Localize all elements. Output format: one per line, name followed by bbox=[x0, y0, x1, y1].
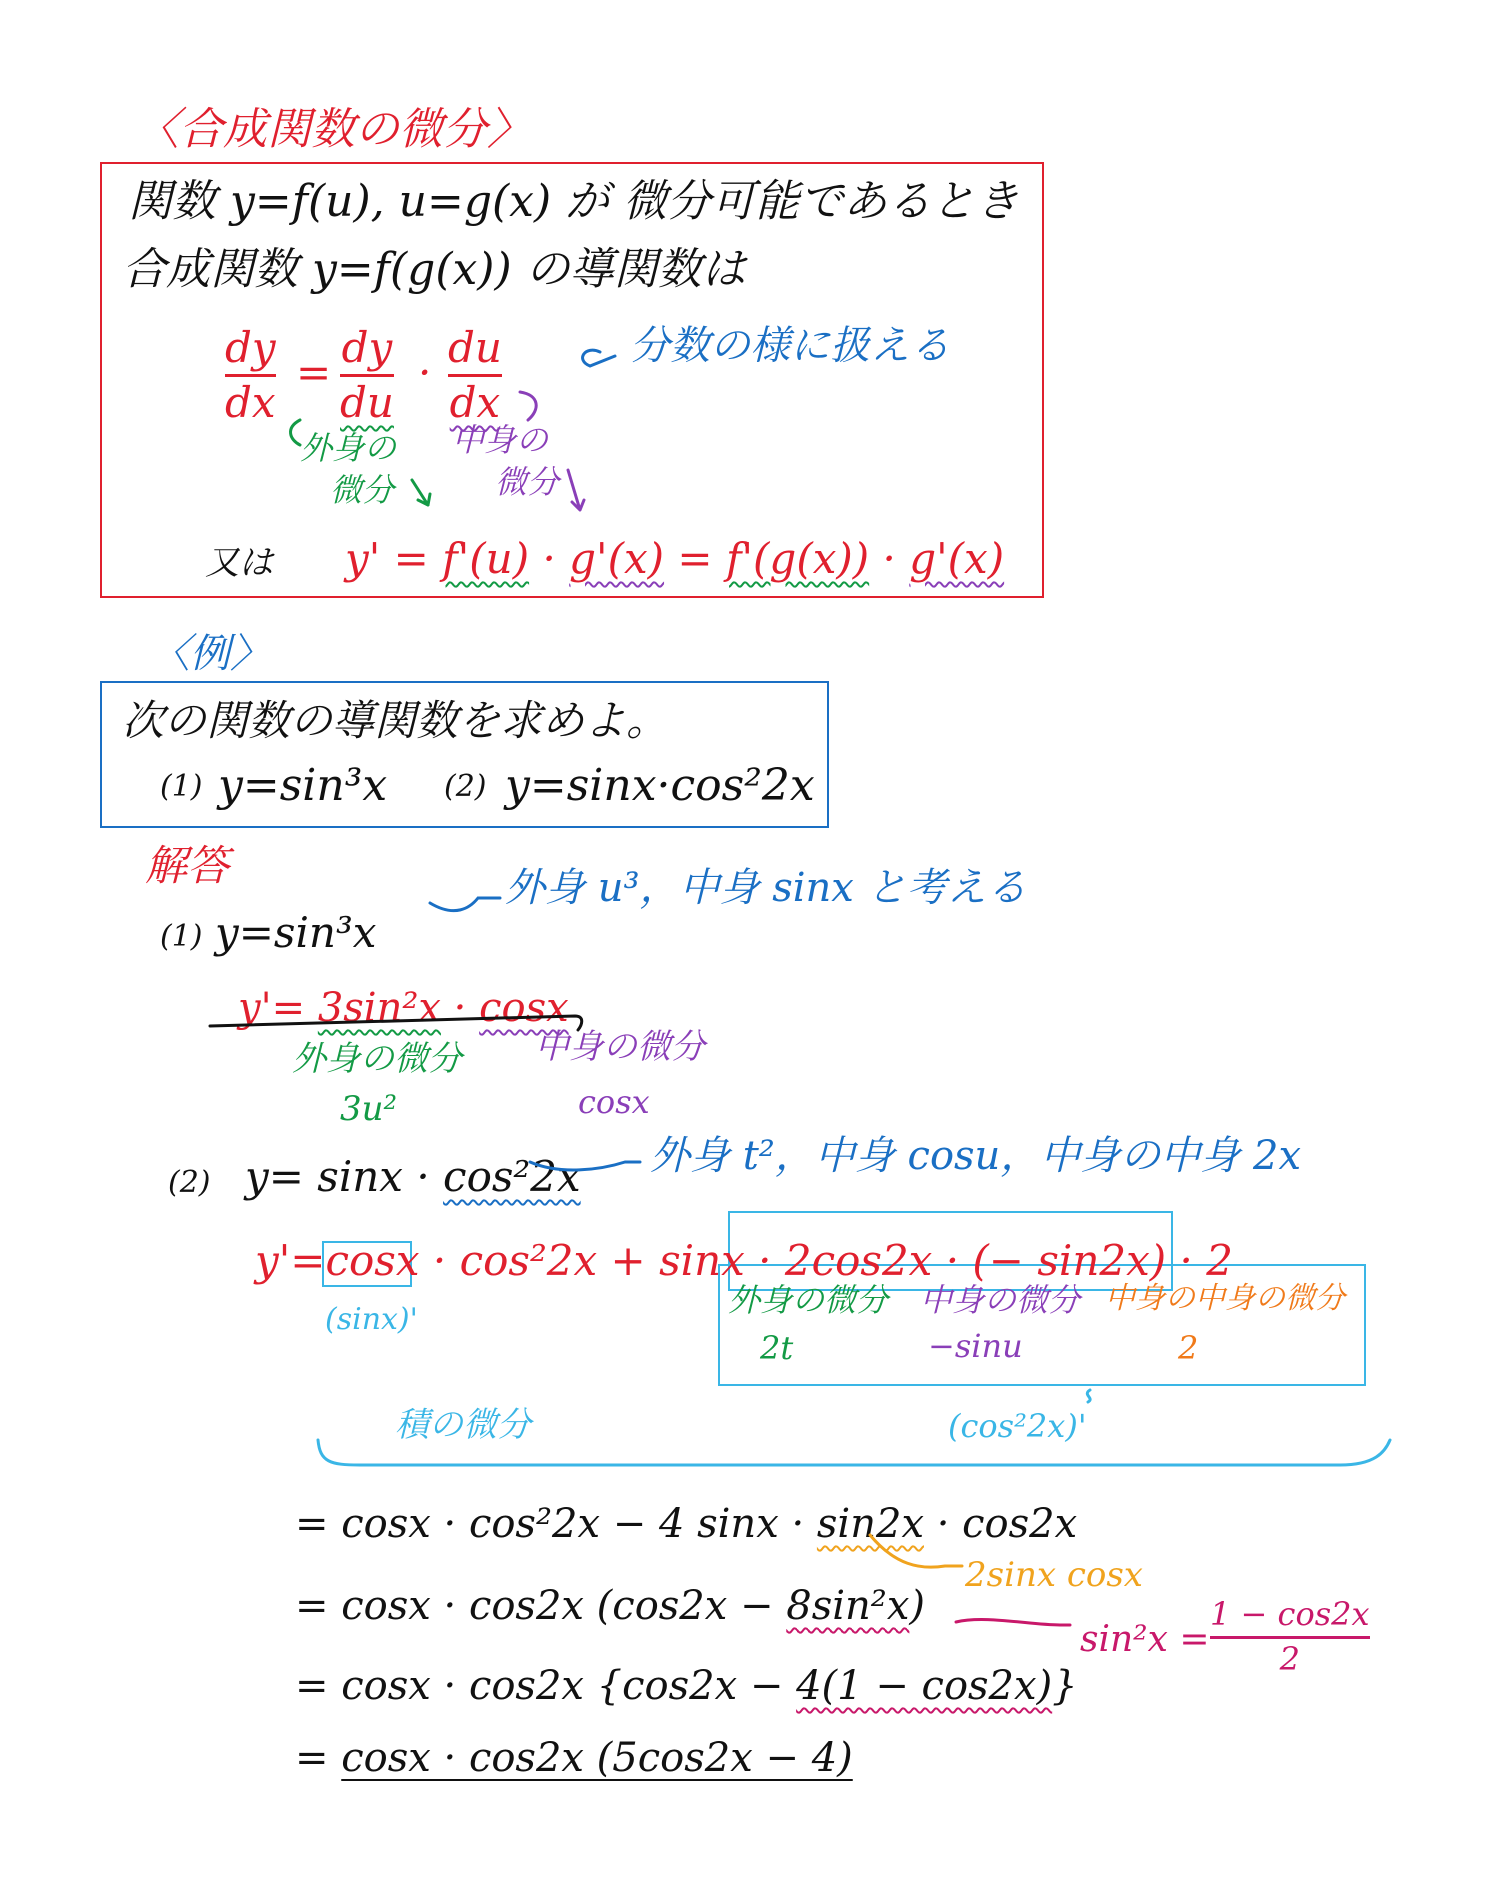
formula-part: = bbox=[664, 534, 726, 583]
fraction-dy-dx bbox=[225, 323, 276, 428]
function-part: cos²2x bbox=[443, 1152, 581, 1201]
label-inner-1: 中身の bbox=[452, 421, 549, 459]
fraction-denominator: dx bbox=[449, 378, 501, 428]
step-4 bbox=[295, 1735, 853, 1781]
p2-derivative-line bbox=[255, 1236, 1233, 1285]
answer-part: · bbox=[440, 985, 480, 1031]
p2-note: 外身 t²，中身 cosu，中身の中身 2x bbox=[650, 1133, 1302, 1179]
label-outer-2: 微分 bbox=[330, 471, 395, 509]
step-part: = bbox=[295, 1735, 342, 1781]
fraction-du-dx bbox=[448, 323, 502, 428]
line-part: · cos²2x + sinx · bbox=[419, 1236, 785, 1285]
example-label: 〈例〉 bbox=[150, 631, 270, 677]
fraction-bar bbox=[340, 374, 394, 377]
step-part: 4(1 − cos2x) bbox=[796, 1663, 1053, 1709]
step-2-note-fraction bbox=[1210, 1595, 1370, 1678]
fraction-dy-du bbox=[340, 323, 394, 428]
formula-part: g'(x) bbox=[569, 534, 665, 583]
p2-innermost-label: 中身の中身の微分 bbox=[1105, 1281, 1345, 1316]
step-1-note: 2sinx cosx bbox=[965, 1555, 1143, 1595]
p2-inner-value: −sinu bbox=[928, 1327, 1023, 1365]
step-part: 8sin²x bbox=[786, 1583, 910, 1629]
example-q2: y=sinx·cos²2x bbox=[505, 760, 815, 811]
chain-rule-formula bbox=[345, 534, 1005, 583]
p1-inner-value: cosx bbox=[578, 1083, 650, 1121]
note-fraction: 分数の様に扱える bbox=[630, 323, 950, 369]
p1-note: 外身 u³，中身 sinx と考える bbox=[505, 865, 1027, 911]
step-part: ) bbox=[909, 1583, 925, 1629]
fraction-bar bbox=[1210, 1636, 1370, 1639]
step-part: = cosx · cos2x (cos2x − bbox=[295, 1583, 787, 1629]
answer-part: cosx bbox=[479, 985, 569, 1031]
p1-answer bbox=[238, 985, 569, 1031]
example-q2-number: (2) bbox=[444, 769, 487, 804]
step-2 bbox=[295, 1583, 925, 1629]
step-part: · cos2x bbox=[924, 1501, 1078, 1547]
cos2-prime-label: (cos²2x)' bbox=[948, 1407, 1087, 1445]
alt-prefix: 又は bbox=[205, 543, 273, 583]
answer-part: y'= bbox=[238, 985, 318, 1031]
p1-outer-value: 3u² bbox=[340, 1089, 398, 1129]
p2-outer-label: 外身の微分 bbox=[728, 1281, 889, 1319]
page-title: 〈合成関数の微分〉 bbox=[135, 104, 531, 155]
arrow-icon bbox=[956, 1620, 1070, 1625]
p1-outer-label: 外身の微分 bbox=[292, 1039, 462, 1079]
p2-outer-value: 2t bbox=[760, 1329, 794, 1367]
p1-function: y=sin³x bbox=[215, 908, 377, 957]
formula-part: · bbox=[869, 534, 910, 583]
step-part: } bbox=[1052, 1663, 1078, 1709]
p1-number: (1) bbox=[160, 919, 203, 954]
product-rule-label: 積の微分 bbox=[395, 1405, 531, 1445]
example-q1-number: (1) bbox=[160, 769, 203, 804]
example-prompt: 次の関数の導関数を求めよ。 bbox=[122, 696, 669, 745]
step-part: sin2x bbox=[816, 1501, 924, 1547]
fraction-denominator: du bbox=[340, 378, 394, 428]
fraction-denominator: 2 bbox=[1279, 1639, 1300, 1678]
final-answer: cosx · cos2x (5cos2x − 4) bbox=[341, 1735, 853, 1781]
p2-inner-label: 中身の微分 bbox=[920, 1281, 1081, 1319]
formula-part: y' = bbox=[345, 534, 443, 583]
arrow-icon bbox=[430, 898, 500, 911]
step-1 bbox=[295, 1501, 1078, 1547]
definition-line-1: 関数 y=f(u), u=g(x) が 微分可能であるとき bbox=[128, 176, 1020, 227]
definition-line-2: 合成関数 y=f(g(x)) の導関数は bbox=[122, 244, 746, 295]
line-part: 2cos2x · (− sin2x) · 2 bbox=[784, 1236, 1233, 1285]
line-part: y'= bbox=[255, 1236, 326, 1285]
example-q1: y=sin³x bbox=[218, 760, 388, 811]
fraction-numerator: dy bbox=[341, 323, 393, 372]
fraction-bar bbox=[225, 374, 276, 377]
line-part: cosx bbox=[325, 1236, 420, 1285]
tick-icon bbox=[1087, 1390, 1090, 1402]
formula-part: g'(x) bbox=[909, 534, 1005, 583]
solution-label: 解答 bbox=[145, 841, 230, 890]
p2-number: (2) bbox=[168, 1165, 211, 1200]
answer-part: 3sin²x bbox=[317, 985, 441, 1031]
formula-part: f'(u) bbox=[442, 534, 530, 583]
step-part: = cosx · cos2x {cos2x − bbox=[295, 1663, 797, 1709]
dot-operator: · bbox=[418, 348, 432, 397]
label-outer-1: 外身の bbox=[300, 429, 397, 467]
p1-inner-label: 中身の微分 bbox=[535, 1027, 705, 1067]
p2-innermost-value: 2 bbox=[1178, 1329, 1199, 1367]
label-inner-2: 微分 bbox=[495, 463, 560, 501]
step-part: = cosx · cos²2x − 4 sinx · bbox=[295, 1501, 817, 1547]
step-3 bbox=[295, 1663, 1078, 1709]
p2-function bbox=[245, 1152, 581, 1201]
fraction-numerator: 1 − cos2x bbox=[1210, 1595, 1370, 1633]
fraction-denominator: dx bbox=[225, 378, 276, 428]
formula-part: · bbox=[529, 534, 570, 583]
fraction-bar bbox=[448, 374, 502, 377]
formula-part: f'(g(x)) bbox=[725, 534, 870, 583]
fraction-numerator: du bbox=[448, 323, 502, 372]
equals-sign: = bbox=[296, 348, 332, 397]
fraction-numerator: dy bbox=[225, 323, 276, 372]
function-part: y= sinx · bbox=[245, 1152, 444, 1201]
sinx-prime-label: (sinx)' bbox=[325, 1302, 418, 1337]
step-2-note-lhs: sin²x = bbox=[1080, 1619, 1210, 1660]
